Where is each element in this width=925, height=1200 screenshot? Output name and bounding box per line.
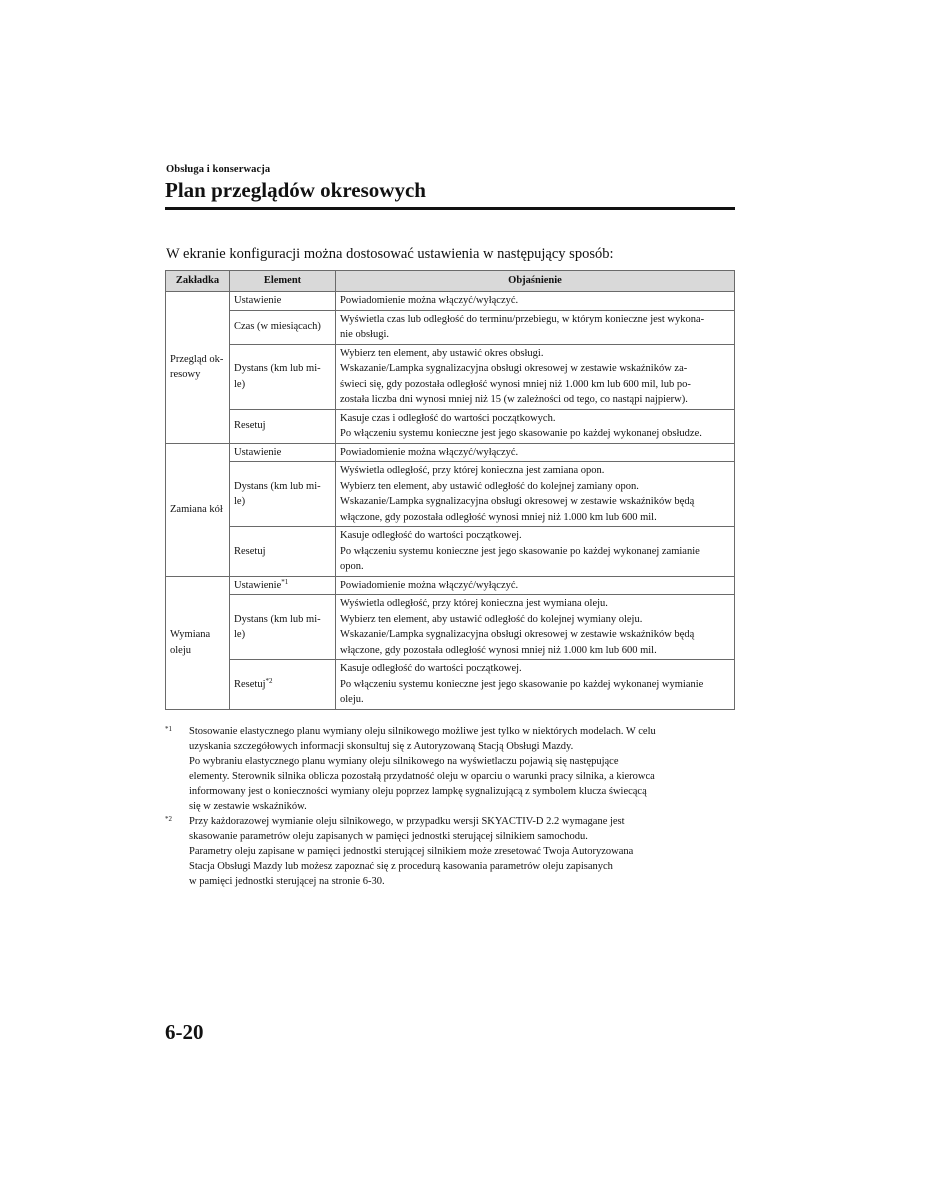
- element-label-line: Dystans (km lub mi-: [234, 480, 321, 492]
- tab-cell: [166, 443, 230, 576]
- explanation-line: Powiadomienie można włączyć/wyłączyć.: [340, 295, 519, 306]
- element-cell: [230, 527, 336, 577]
- table-row: [166, 462, 735, 527]
- explanation-cell: [336, 310, 735, 344]
- element-cell: [230, 443, 336, 462]
- explanation-cell: [336, 660, 735, 710]
- explanation-line: Wyświetla odległość, przy której konieczna jest wymiana oleju.: [340, 598, 608, 609]
- column-header-element: Element: [230, 271, 336, 292]
- element-label-line: [234, 677, 331, 693]
- explanation-line: Po włączeniu systemu konieczne jest jego skasowanie po każdej wykonanej obsłudze.: [340, 428, 702, 439]
- explanation-line: została liczba dni wynosi mniej niż 15 (w zależności od tego, co nastąpi najpierw).: [340, 394, 688, 405]
- element-cell: [230, 292, 336, 311]
- element-cell: [230, 409, 336, 443]
- element-label-line: Ustawienie: [234, 295, 282, 306]
- explanation-cell: [336, 409, 735, 443]
- table-row: [166, 595, 735, 660]
- explanation-line: Kasuje odległość do wartości początkowej.: [340, 530, 522, 541]
- footnote-line: Parametry oleju zapisane w pamięci jednostki sterującej silnikiem może zresetować Twoja Autoryzowana: [189, 846, 634, 857]
- explanation-line: Powiadomienie można włączyć/wyłączyć.: [340, 579, 519, 591]
- element-cell: [230, 310, 336, 344]
- element-label-line: Czas (w miesiącach): [234, 321, 321, 333]
- footnote-line: Stacja Obsługi Mazdy lub możesz zapoznać się z procedurą kasowania parametrów oleju zapisanych: [189, 861, 613, 872]
- element-cell: [230, 595, 336, 660]
- explanation-line: oleju.: [340, 694, 364, 705]
- table-header-row: [166, 271, 735, 292]
- footnote-line: Przy każdorazowej wymianie oleju silnikowego, w przypadku wersji SKYACTIV-D 2.2 wymagane jest: [189, 816, 625, 827]
- explanation-line: Wybierz ten element, aby ustawić odległość do kolejnej zamiany opon.: [340, 480, 639, 492]
- table-row: [166, 409, 735, 443]
- table-row: [166, 344, 735, 409]
- footnote-ref: *1: [281, 577, 289, 586]
- footnote-line: w pamięci jednostki sterującej na stronie 6-30.: [189, 876, 385, 887]
- explanation-line: Kasuje odległość do wartości początkowej.: [340, 663, 522, 674]
- element-label-line: [234, 578, 331, 594]
- footnote-mark-text: *2: [165, 815, 172, 823]
- table-row: [166, 660, 735, 710]
- element-label-line: Ustawienie: [234, 446, 282, 458]
- footnote-line: skasowanie parametrów oleju zapisanych w pamięci jednostki sterującej silnikiem samochodu.: [189, 831, 588, 842]
- intro-text: W ekranie konfiguracji można dostosować ustawienia w następujący sposób:: [166, 246, 614, 262]
- table-row: [166, 292, 735, 311]
- element-label-line: Dystans (km lub mi-: [234, 613, 321, 625]
- explanation-line: Wyświetla odległość, przy której konieczna jest zamiana opon.: [340, 465, 605, 476]
- explanation-line: Powiadomienie można włączyć/wyłączyć.: [340, 446, 519, 458]
- element-label-text: Ustawienie: [234, 579, 282, 591]
- footnote-line: się w zestawie wskaźników.: [189, 801, 307, 812]
- footnote-mark: [165, 814, 189, 889]
- explanation-cell: [336, 527, 735, 577]
- explanation-line: Wybierz ten element, aby ustawić okres obsługi.: [340, 347, 544, 359]
- explanation-line: Wskazanie/Lampka sygnalizacyjna obsługi okresowej w zestawie wskaźników za-: [340, 363, 688, 374]
- tab-label-line: Przegląd ok-: [170, 353, 224, 365]
- explanation-line: opon.: [340, 561, 364, 572]
- explanation-line: Po włączeniu systemu konieczne jest jego skasowanie po każdej wykonanej wymianie: [340, 678, 704, 690]
- table-row: [166, 576, 735, 595]
- footnote-line: Stosowanie elastycznego planu wymiany oleju silnikowego możliwe jest tylko w niektórych modelach. W celu: [189, 726, 656, 737]
- page-title: Plan przeglądów okresowych: [165, 178, 426, 202]
- explanation-line: nie obsługi.: [340, 329, 389, 340]
- element-label-line: le): [234, 496, 246, 507]
- explanation-line: świeci się, gdy pozostała odległość wynosi mniej niż 1.000 km lub 600 mil, lub po-: [340, 378, 691, 390]
- footnote-text: [189, 814, 735, 889]
- footnote-line: elementy. Sterownik silnika oblicza pozostałą przydatność oleju w oparciu o warunki pracy silnika, a kierowca: [189, 771, 655, 782]
- footnote-line: informowany jest o konieczności wymiany oleju poprzez lampkę sygnalizującą z symbolem klucza świecącą: [189, 786, 647, 797]
- settings-table: [165, 270, 735, 710]
- footnote-ref: *2: [265, 676, 273, 685]
- element-cell: [230, 462, 336, 527]
- tab-label-line: Wymiana: [170, 629, 211, 640]
- footnote-line: uzyskania szczegółowych informacji skonsultuj się z Autoryzowaną Stacją Obsługi Mazdy.: [189, 741, 574, 752]
- element-label-line: Resetuj: [234, 420, 266, 432]
- column-header-explanation: Objaśnienie: [336, 271, 735, 292]
- element-label-line: le): [234, 629, 246, 640]
- footnote-line: Po wybraniu elastycznego planu wymiany oleju silnikowego na wyświetlaczu pojawią się następujące: [189, 756, 619, 767]
- explanation-cell: [336, 344, 735, 409]
- tab-label-line: resowy: [170, 369, 201, 381]
- element-cell: [230, 344, 336, 409]
- table-row: [166, 527, 735, 577]
- element-label-line: Dystans (km lub mi-: [234, 363, 321, 374]
- table-row: [166, 443, 735, 462]
- explanation-cell: [336, 576, 735, 595]
- tab-cell: [166, 576, 230, 709]
- table-row: [166, 310, 735, 344]
- footnote-mark: [165, 724, 189, 814]
- page-number: 6-20: [165, 1020, 204, 1044]
- explanation-line: włączone, gdy pozostała odległość wynosi mniej niż 1.000 km lub 600 mil.: [340, 511, 657, 523]
- explanation-cell: [336, 462, 735, 527]
- explanation-cell: [336, 443, 735, 462]
- element-cell: [230, 660, 336, 710]
- explanation-line: Po włączeniu systemu konieczne jest jego skasowanie po każdej wykonanej zamianie: [340, 545, 700, 557]
- element-label-line: le): [234, 378, 246, 390]
- element-label-line: Resetuj: [234, 545, 266, 557]
- explanation-line: Wyświetla czas lub odległość do terminu/przebiegu, w którym konieczne jest wykona-: [340, 313, 705, 325]
- explanation-line: Wskazanie/Lampka sygnalizacyjna obsługi okresowej w zestawie wskaźników będą: [340, 496, 695, 507]
- footnotes: [165, 724, 735, 889]
- tab-label-line: oleju: [170, 644, 191, 656]
- element-label-text: Resetuj: [234, 678, 266, 690]
- tab-label-line: Zamiana kół: [170, 503, 223, 515]
- footnote: [165, 814, 735, 889]
- element-cell: [230, 576, 336, 595]
- table-body: [166, 292, 735, 710]
- section-label: Obsługa i konserwacja: [166, 164, 271, 175]
- explanation-line: włączone, gdy pozostała odległość wynosi mniej niż 1.000 km lub 600 mil.: [340, 644, 657, 656]
- footnote-text: [189, 724, 735, 814]
- tab-cell: [166, 292, 230, 444]
- footnote: [165, 724, 735, 814]
- explanation-cell: [336, 595, 735, 660]
- explanation-cell: [336, 292, 735, 311]
- explanation-line: Wybierz ten element, aby ustawić odległość do kolejnej wymiany oleju.: [340, 613, 643, 625]
- column-header-tab: Zakładka: [166, 271, 230, 292]
- explanation-line: Kasuje czas i odległość do wartości początkowych.: [340, 412, 556, 424]
- explanation-line: Wskazanie/Lampka sygnalizacyjna obsługi okresowej w zestawie wskaźników będą: [340, 629, 695, 640]
- title-rule: [165, 207, 735, 210]
- footnote-mark-text: *1: [165, 725, 172, 733]
